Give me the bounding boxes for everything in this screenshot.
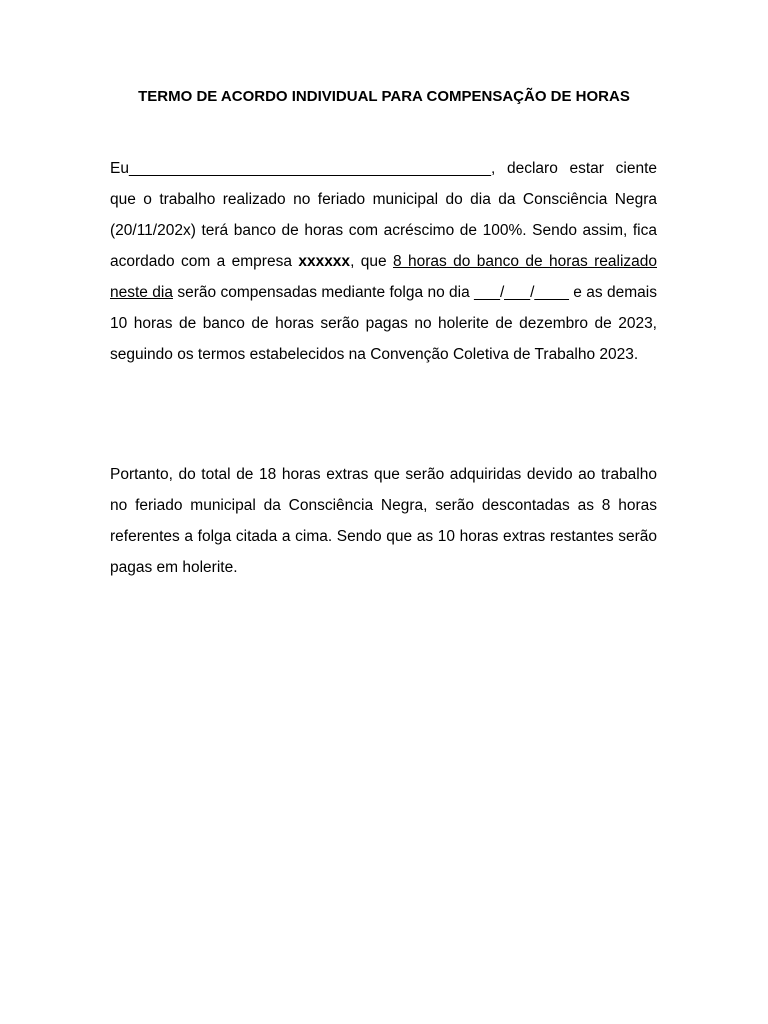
paragraph-summary: Portanto, do total de 18 horas extras que serão adquiridas devido ao trabalho no feriado municipal da Consciência Negra, serão descontadas as 8 horas referentes a folga citada a cima. Sendo que as 10 horas extras restantes serão pagas em holerite. [110,466,657,576]
underlined-hours-clause: 8 horas do banco de horas realizado neste dia [110,253,657,301]
paragraph-declaration [110,153,657,370]
declaration-text-end: serão compensadas mediante folga no dia ___/___/____ e as demais 10 horas de banco de horas serão pagas no holerite de dezembro de 2023, seguindo os termos estabelecidos na Convenção Coletiva de Trabalho 2023. [110,284,657,363]
company-name: xxxxxx [298,253,351,270]
document-title: TERMO DE ACORDO INDIVIDUAL PARA COMPENSAÇÃO DE HORAS [138,88,630,105]
declaration-text-middle: , que [350,253,393,270]
declaration-text-start: Eu__________________________________________, declaro estar ciente que o trabalho realizado no feriado municipal do dia da Consciência Negra (20/11/202x) terá banco de horas com acréscimo de 100%. Sendo assim, fica acordado com a empresa [110,160,657,270]
